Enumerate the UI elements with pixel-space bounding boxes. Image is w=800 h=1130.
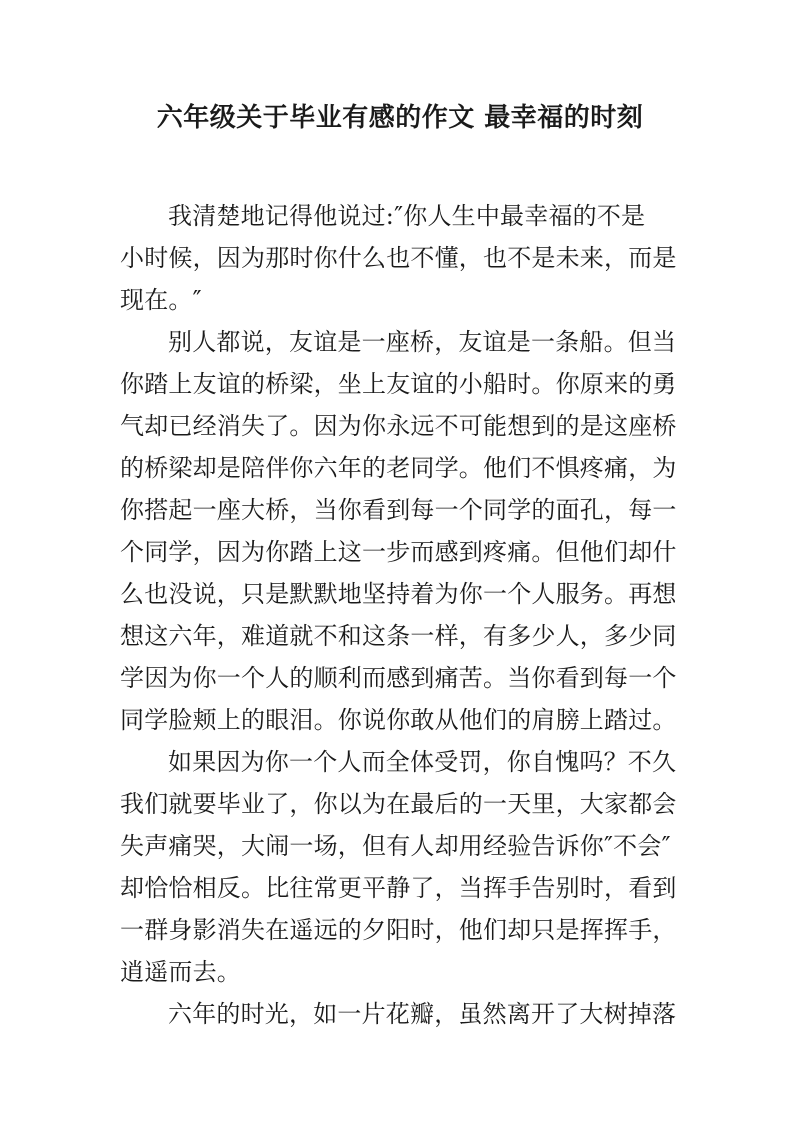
- text-line: 却恰恰相反。比往常更平静了，当挥手告别时，看到: [120, 874, 677, 902]
- text-line: 六年的时光，如一片花瓣，虽然离开了大树掉落: [168, 1000, 677, 1028]
- text-line: 失声痛哭，大闹一场，但有人却用经验告诉你″不会″: [120, 832, 671, 860]
- text-line: 逍遥而去。: [120, 958, 241, 986]
- document-title: 六年级关于毕业有感的作文 最幸福的时刻: [156, 103, 644, 133]
- text-line: 一群身影消失在遥远的夕阳时，他们却只是挥挥手，: [120, 916, 677, 944]
- paragraph-1: [120, 195, 680, 321]
- document-body: [120, 195, 680, 1035]
- text-line: 你踏上友谊的桥梁，坐上友谊的小船时。你原来的勇: [120, 370, 677, 398]
- paragraph-4: [120, 993, 680, 1035]
- text-line: 我们就要毕业了，你以为在最后的一天里，大家都会: [120, 790, 677, 818]
- text-line: 别人都说，友谊是一座桥，友谊是一条船。但当: [168, 328, 677, 356]
- text-line: 想这六年，难道就不和这条一样，有多少人，多少同: [120, 622, 677, 650]
- paragraph-3: [120, 741, 680, 993]
- text-line: 你搭起一座大桥，当你看到每一个同学的面孔，每一: [120, 496, 677, 524]
- text-line: 学因为你一个人的顺利而感到痛苦。当你看到每一个: [120, 664, 677, 692]
- text-line: 小时候，因为那时你什么也不懂，也不是未来，而是: [120, 244, 677, 272]
- paragraph-2: [120, 321, 680, 741]
- text-line: 我清楚地记得他说过:″你人生中最幸福的不是: [168, 202, 646, 230]
- text-line: 现在。″: [120, 286, 202, 314]
- text-line: 的桥梁却是陪伴你六年的老同学。他们不惧疼痛，为: [120, 454, 677, 482]
- text-line: 如果因为你一个人而全体受罚，你自愧吗？不久: [168, 748, 677, 776]
- text-line: 气却已经消失了。因为你永远不可能想到的是这座桥: [120, 412, 677, 440]
- text-line: 么也没说，只是默默地坚持着为你一个人服务。再想: [120, 580, 677, 608]
- text-line: 个同学，因为你踏上这一步而感到疼痛。但他们却什: [120, 538, 677, 566]
- text-line: 同学脸颊上的眼泪。你说你敢从他们的肩膀上踏过。: [120, 706, 677, 734]
